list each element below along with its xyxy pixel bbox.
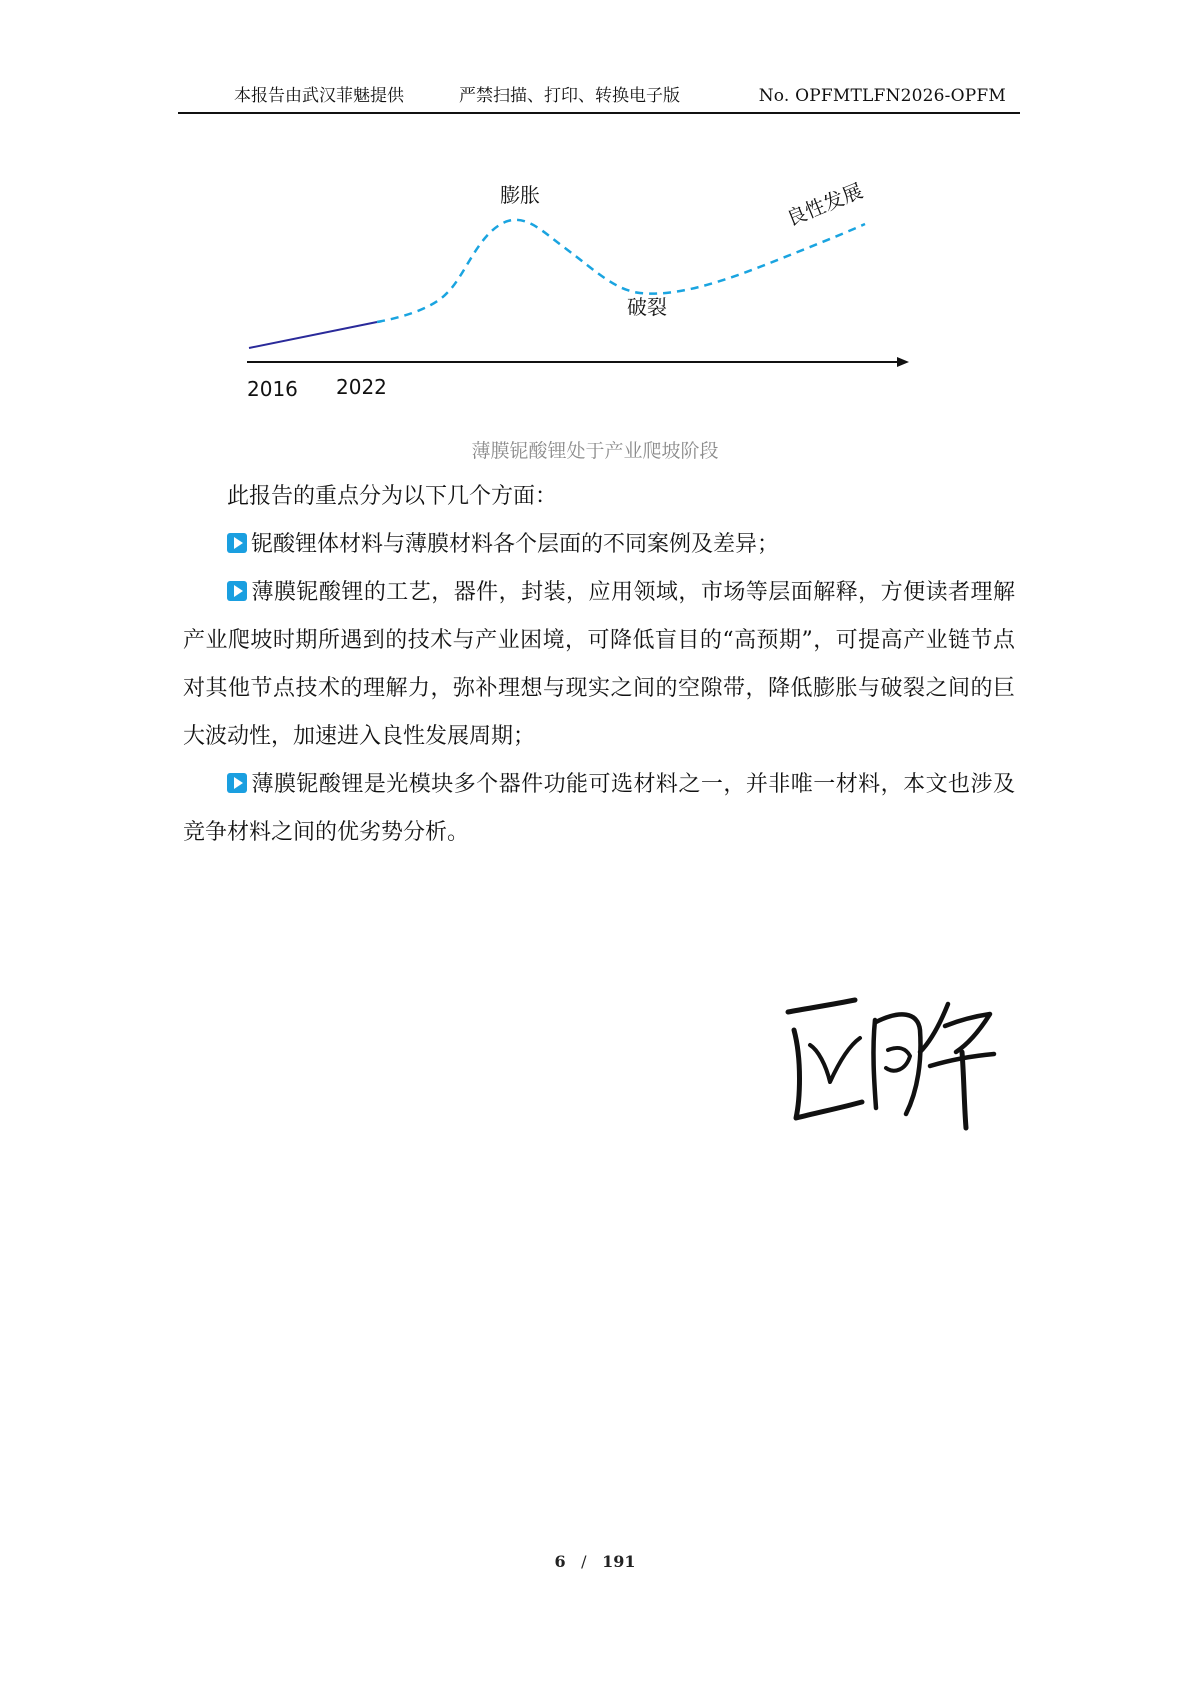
x-tick-2022: 2022 (336, 375, 387, 399)
historical-solid-line (249, 322, 377, 348)
point-text-2: 薄膜铌酸锂的工艺，器件，封装，应用领域，市场等层面解释，方便读者理解产业爬坡时期所遇到的技术与产业困境，可降低盲目的“高预期”，可提高产业链节点对其他节点技术的理解力，弥补理想与现实之间的空隙带，降低膨胀与破裂之间的巨大波动性，加速进入良性发展周期； (183, 580, 1015, 749)
header-notice: 严禁扫描、打印、转换电子版 (459, 86, 680, 106)
play-icon (227, 533, 247, 553)
projected-dashed-curve (377, 220, 865, 322)
label-healthy-development: 良性发展 (782, 178, 867, 231)
play-icon (227, 773, 247, 793)
label-boom: 膨胀 (500, 183, 540, 207)
play-icon (227, 581, 247, 601)
point-text-3: 薄膜铌酸锂是光模块多个器件功能可选材料之一，并非唯一材料，本文也涉及竞争材料之间的优劣势分析。 (183, 772, 1015, 845)
page-footer (0, 1552, 1190, 1571)
header-doc-number: No. OPFMTLFN2026-OPFM (758, 86, 1006, 106)
page-current: 6 (554, 1552, 566, 1571)
axis-arrow-icon (897, 357, 909, 367)
industry-curve-diagram (225, 148, 955, 413)
report-body (183, 473, 1015, 857)
x-tick-2016: 2016 (247, 377, 298, 401)
point-paragraph-1 (183, 521, 1015, 569)
handwritten-signature (780, 990, 1010, 1140)
point-paragraph-3 (183, 761, 1015, 857)
x-axis (247, 357, 909, 367)
point-text-1: 铌酸锂体材料与薄膜材料各个层面的不同案例及差异； (251, 532, 780, 557)
page-total: 191 (602, 1552, 636, 1571)
industry-curve-figure (225, 148, 955, 413)
figure-caption: 薄膜铌酸锂处于产业爬坡阶段 (471, 440, 719, 462)
intro-paragraph: 此报告的重点分为以下几个方面： (227, 484, 558, 509)
page-header (178, 84, 1020, 114)
label-burst: 破裂 (627, 295, 667, 319)
header-provider: 本报告由武汉菲魅提供 (234, 86, 404, 106)
page-separator: / (581, 1552, 587, 1571)
point-paragraph-2 (183, 569, 1015, 761)
